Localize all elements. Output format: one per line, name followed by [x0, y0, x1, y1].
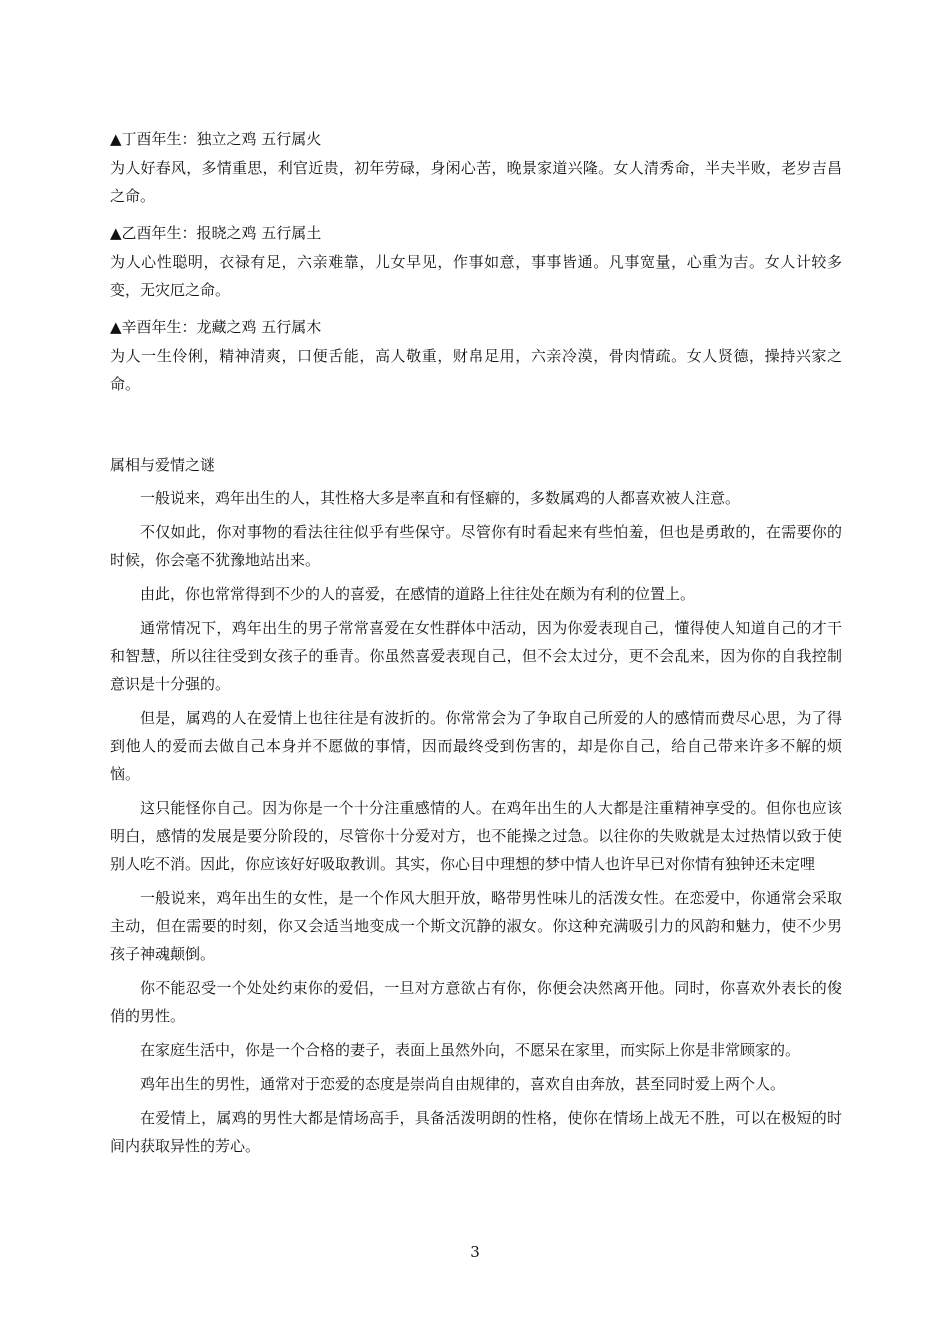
paragraph: 这只能怪你自己。因为你是一个十分注重感情的人。在鸡年出生的人大都是注重精神享受的。但你也应该明白，感情的发展是要分阶段的，尽管你十分爱对方，也不能操之过急。以往你的失败就是太过热情以致于使别人吃不消。因此，你应该好好吸取教训。其实，你心目中理想的梦中情人也许早已对你情有独钟还未定哩: [110, 799, 842, 873]
entry-heading: ▲辛酉年生：龙藏之鸡 五行属木: [110, 318, 322, 336]
paragraph: 由此，你也常常得到不少的人的喜爱，在感情的道路上往往处在颇为有利的位置上。: [140, 585, 696, 603]
entry-description: 为人心性聪明，衣禄有足，六亲难靠，儿女早见，作事如意，事事皆通。凡事宽量，心重为吉。女人计较多变，无灾厄之命。: [110, 253, 842, 299]
section-spacer: [110, 408, 842, 452]
paragraph: 一般说来，鸡年出生的人，其性格大多是率直和有怪癖的，多数属鸡的人都喜欢被人注意。: [140, 489, 741, 507]
entry-description: 为人一生伶俐，精神清爽，口便舌能，高人敬重，财帛足用，六亲冷漠，骨肉情疏。女人贤德，操持兴家之命。: [110, 347, 842, 393]
zodiac-entry-dingyou: [110, 126, 842, 210]
document-page: [110, 126, 842, 1166]
love-section: [110, 452, 842, 1160]
paragraph: 你不能忍受一个处处约束你的爱侣，一旦对方意欲占有你，你便会决然离开他。同时，你喜欢外表长的俊俏的男性。: [110, 979, 842, 1025]
paragraph: 在爱情上，属鸡的男性大都是情场高手，具备活泼明朗的性格，使你在情场上战无不胜，可以在极短的时间内获取异性的芳心。: [110, 1109, 842, 1155]
entry-heading: ▲乙酉年生：报晓之鸡 五行属土: [110, 224, 322, 242]
zodiac-entry-xinyou: [110, 314, 842, 398]
paragraph: 但是，属鸡的人在爱情上也往往是有波折的。你常常会为了争取自己所爱的人的感情而费尽心思，为了得到他人的爱而去做自己本身并不愿做的事情，因而最终受到伤害的，却是你自己，给自己带来许多不解的烦恼。: [110, 709, 842, 783]
section-title: 属相与爱情之谜: [110, 456, 216, 474]
paragraph: 一般说来，鸡年出生的女性，是一个作风大胆开放，略带男性味儿的活泼女性。在恋爱中，你通常会采取主动，但在需要的时刻，你又会适当地变成一个斯文沉静的淑女。你这种充满吸引力的风韵和魅力，使不少男孩子神魂颠倒。: [110, 889, 842, 963]
entry-description: 为人好春风，多情重思，利官近贵，初年劳碌，身闲心苦，晚景家道兴隆。女人清秀命，半夫半败，老岁吉昌之命。: [110, 159, 842, 205]
paragraph: 不仅如此，你对事物的看法往往似乎有些保守。尽管你有时看起来有些怕羞，但也是勇敢的，在需要你的时候，你会毫不犹豫地站出来。: [110, 523, 842, 569]
page-number: 3: [470, 1243, 480, 1261]
paragraph: 鸡年出生的男性，通常对于恋爱的态度是崇尚自由规律的，喜欢自由奔放，甚至同时爱上两个人。: [140, 1075, 786, 1093]
paragraph: 通常情况下，鸡年出生的男子常常喜爱在女性群体中活动，因为你爱表现自己，懂得使人知道自己的才干和智慧，所以往往受到女孩子的垂青。你虽然喜爱表现自己，但不会太过分，更不会乱来，因为你的自我控制意识是十分强的。: [110, 619, 842, 693]
entry-heading: ▲丁酉年生：独立之鸡 五行属火: [110, 130, 322, 148]
zodiac-entry-yiyou: [110, 220, 842, 304]
paragraph: 在家庭生活中，你是一个合格的妻子，表面上虽然外向，不愿呆在家里，而实际上你是非常顾家的。: [140, 1041, 801, 1059]
